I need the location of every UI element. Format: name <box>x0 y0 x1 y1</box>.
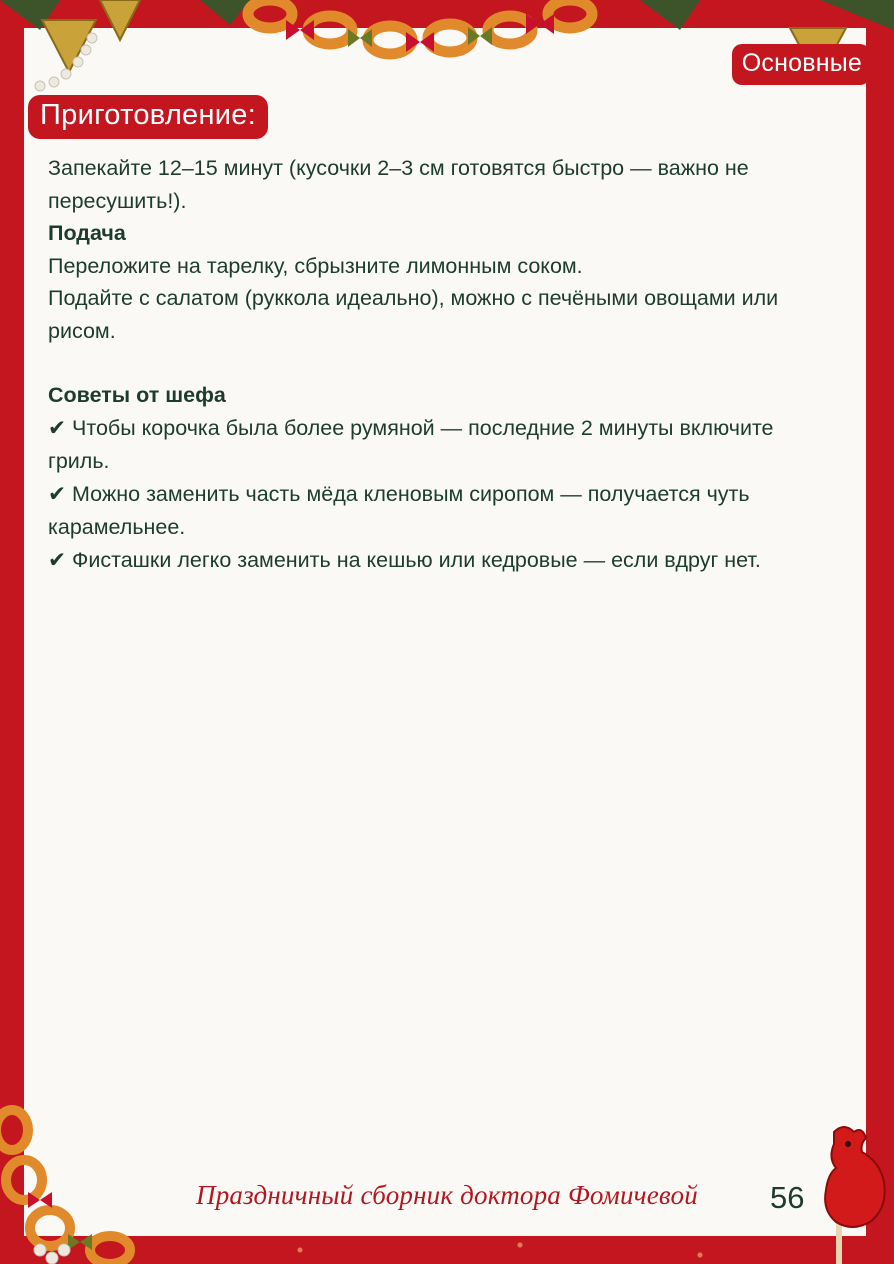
book-title: Праздничный сборник доктора Фомичевой <box>196 1180 698 1210</box>
tip-text: Фисташки легко заменить на кешью или кедровые — если вдруг нет. <box>72 547 761 572</box>
tips-title: Советы от шефа <box>48 383 226 407</box>
spacer <box>48 347 838 379</box>
serving-line: Подайте с салатом (руккола идеально), можно с печёными овощами или рисом. <box>48 286 779 343</box>
rooster-lollipop-decoration <box>814 1122 894 1264</box>
bagel-garland-corner-decoration <box>0 1100 200 1264</box>
baking-instruction: Запекайте 12–15 минут (кусочки 2–3 см готовятся быстро — важно не пересушить!). <box>48 156 749 213</box>
section-label-badge: Основные <box>732 44 870 85</box>
checkmark-icon: ✔ <box>48 415 67 441</box>
tip-item <box>48 478 838 544</box>
tip-item <box>48 544 838 578</box>
page-heading: Приготовление: <box>28 95 268 139</box>
checkmark-icon: ✔ <box>48 481 67 507</box>
checkmark-icon: ✔ <box>48 547 67 573</box>
recipe-content <box>48 152 838 577</box>
serving-title: Подача <box>48 221 126 245</box>
serving-line: Переложите на тарелку, сбрызните лимонным соком. <box>48 253 583 278</box>
tip-text: Можно заменить часть мёда кленовым сиропом — получается чуть карамельнее. <box>48 481 750 539</box>
tip-item <box>48 412 838 478</box>
tip-text: Чтобы корочка была более румяной — последние 2 минуты включите гриль. <box>48 415 774 473</box>
page-number: 56 <box>770 1180 805 1215</box>
